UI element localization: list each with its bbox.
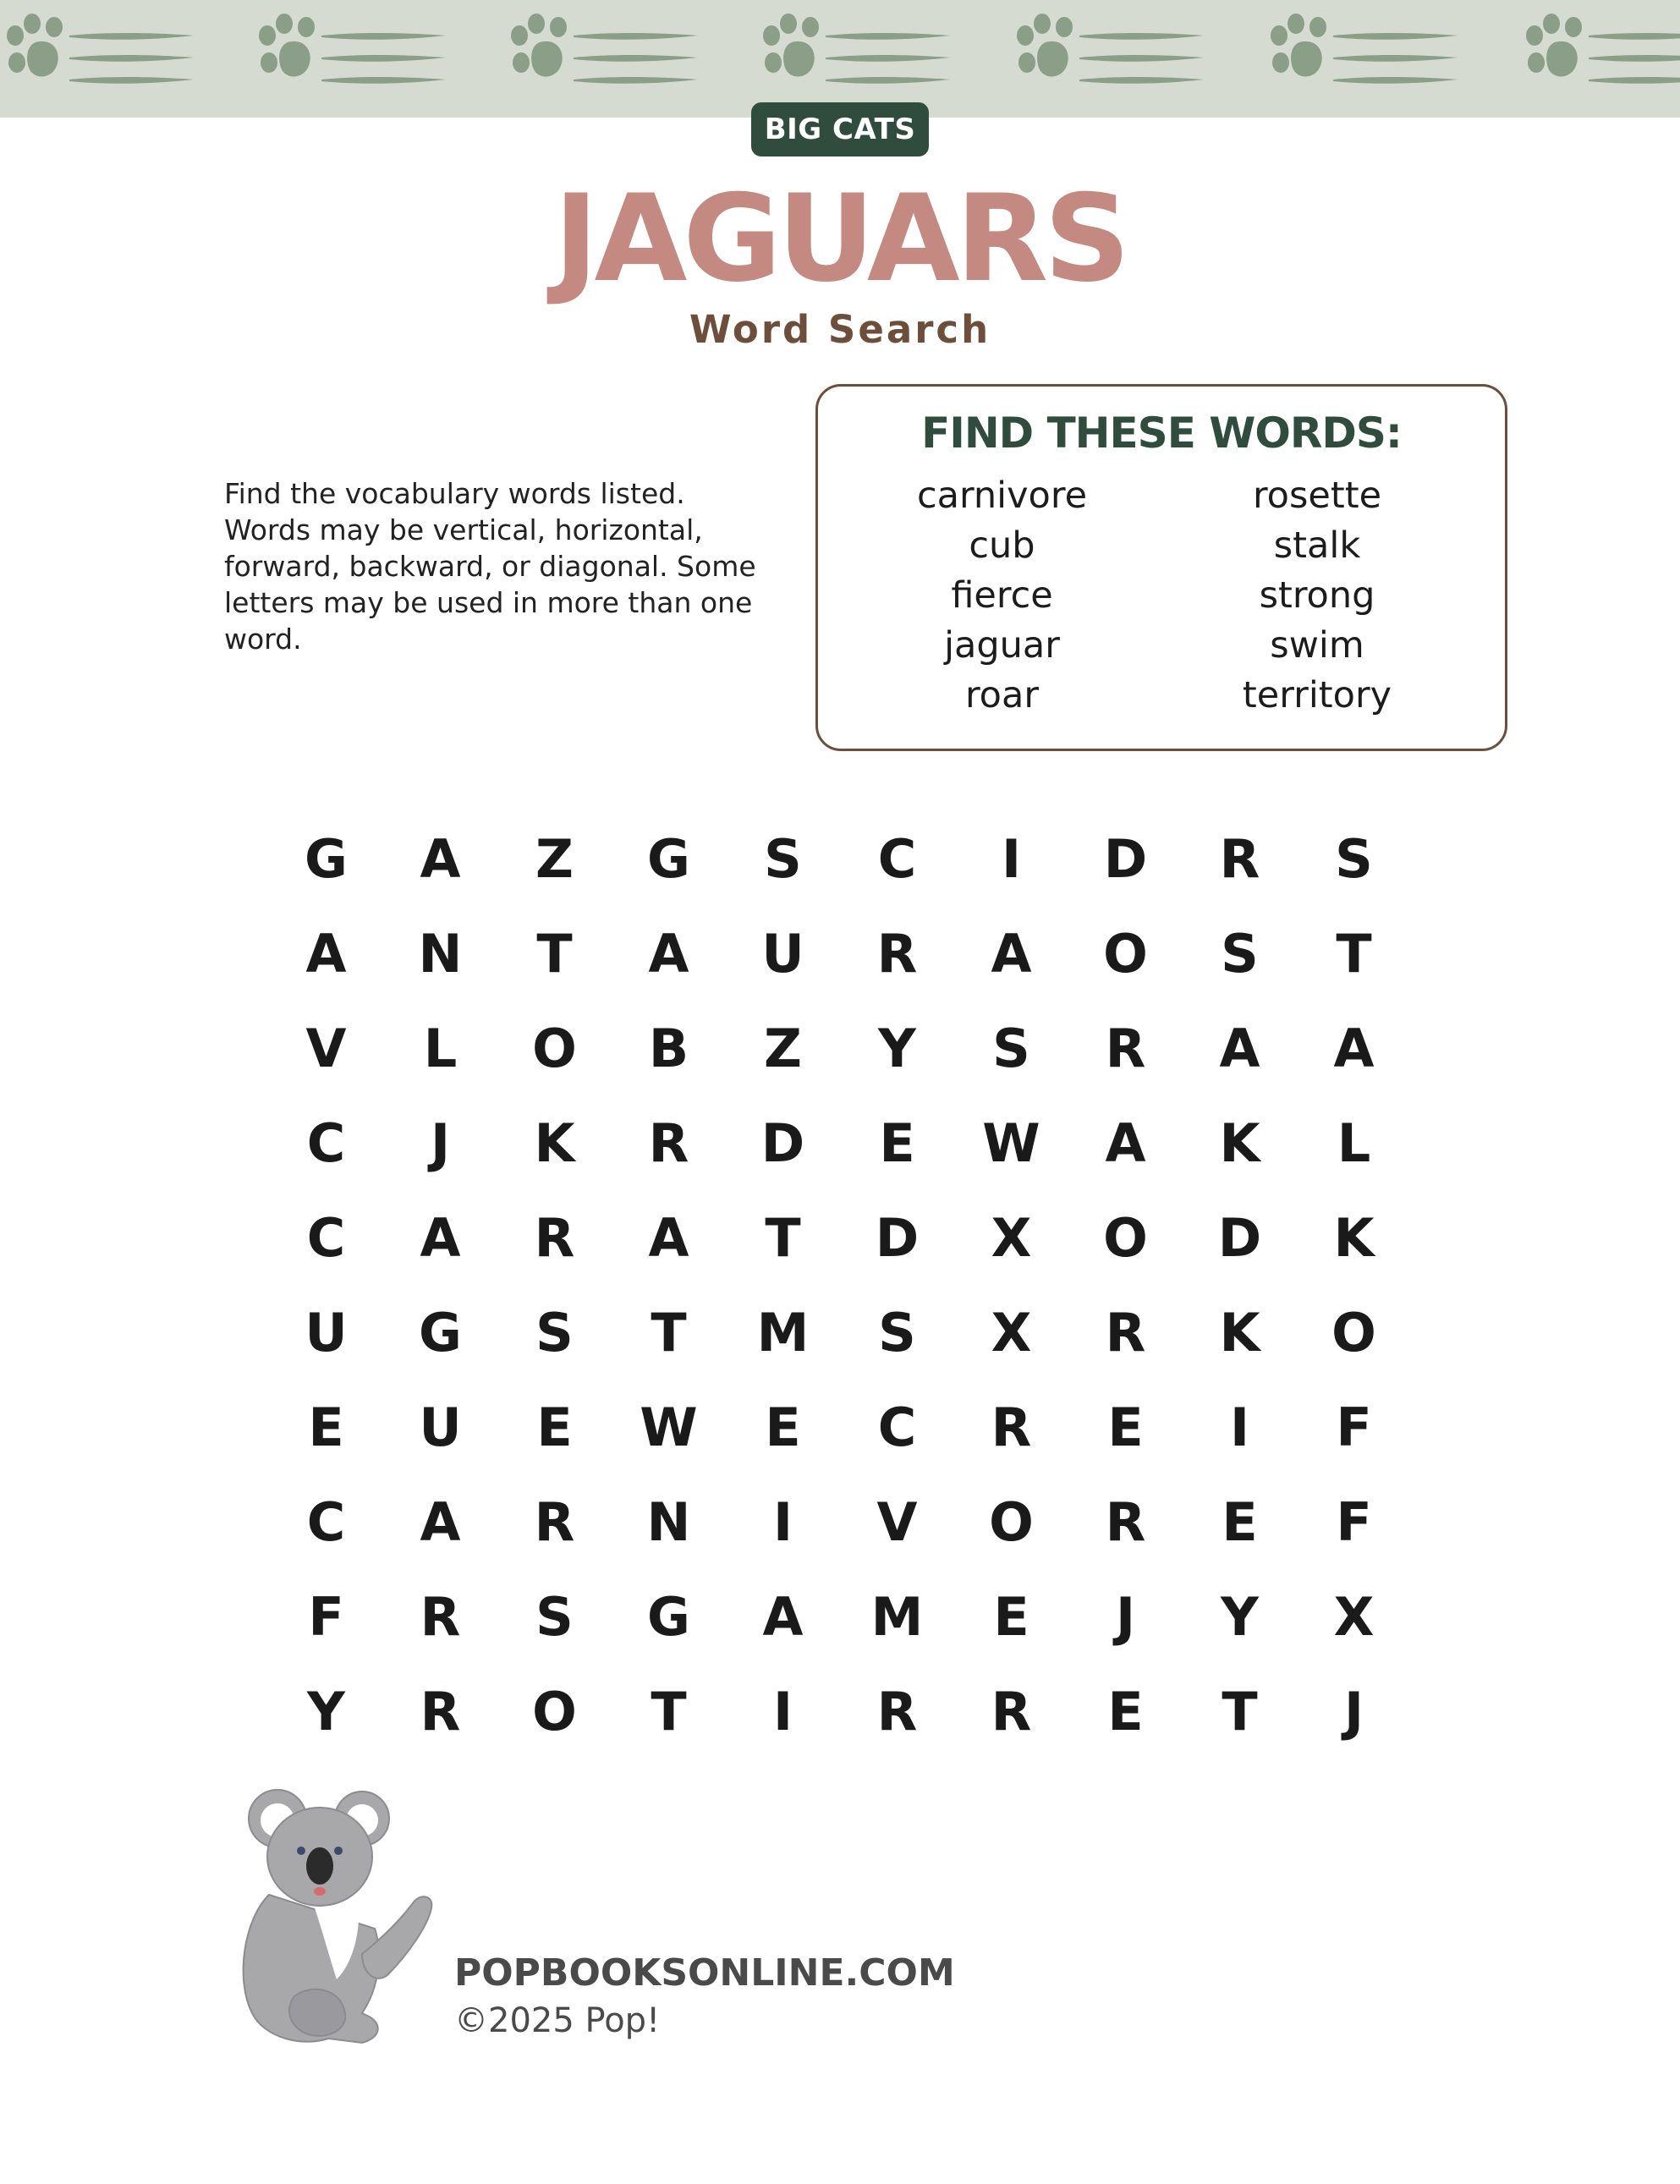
grid-letter[interactable]: I xyxy=(772,1491,793,1553)
grid-letter[interactable]: S xyxy=(992,1018,1030,1079)
grid-letter[interactable]: E xyxy=(536,1397,573,1458)
grid-letter[interactable]: R xyxy=(991,1397,1032,1458)
grid-letter[interactable]: S xyxy=(535,1586,574,1648)
grid-letter[interactable]: A xyxy=(420,1207,461,1269)
grid-row xyxy=(269,1096,1411,1191)
grid-letter[interactable]: R xyxy=(534,1207,575,1269)
grid-letter[interactable]: C xyxy=(877,828,917,890)
grid-letter[interactable]: J xyxy=(1115,1586,1136,1648)
grid-letter[interactable]: I xyxy=(772,1681,793,1742)
grid-row xyxy=(269,907,1411,1001)
grid-letter[interactable]: M xyxy=(870,1586,924,1648)
grid-letter[interactable]: G xyxy=(305,828,348,890)
grid-letter[interactable]: K xyxy=(1333,1207,1375,1269)
grid-row xyxy=(269,812,1411,907)
grid-letter[interactable]: S xyxy=(535,1302,574,1364)
grid-letter[interactable]: B xyxy=(648,1018,689,1079)
word-list-item: cub xyxy=(969,524,1035,567)
grid-letter[interactable]: X xyxy=(991,1302,1032,1364)
word-list-left-column xyxy=(818,471,1186,721)
grid-letter[interactable]: A xyxy=(1219,1018,1260,1079)
grid-letter[interactable]: A xyxy=(1105,1112,1146,1174)
grid-letter[interactable]: C xyxy=(306,1112,346,1174)
page-subtitle: Word Search xyxy=(689,307,991,352)
grid-letter[interactable]: W xyxy=(982,1112,1040,1174)
grid-letter[interactable]: O xyxy=(532,1018,577,1079)
grid-letter[interactable]: E xyxy=(1222,1491,1258,1553)
grid-letter[interactable]: D xyxy=(1217,1207,1262,1269)
grid-letter[interactable]: O xyxy=(1103,1207,1148,1269)
website-link[interactable]: POPBOOKSONLINE.COM xyxy=(454,1951,955,1995)
grid-letter[interactable]: Y xyxy=(1221,1586,1259,1648)
grid-letter[interactable]: G xyxy=(419,1302,462,1364)
grid-letter[interactable]: R xyxy=(1105,1302,1146,1364)
word-search-grid xyxy=(269,812,1411,1759)
grid-letter[interactable]: J xyxy=(430,1112,451,1174)
grid-letter[interactable]: E xyxy=(879,1112,915,1174)
grid-letter[interactable]: T xyxy=(765,1207,801,1269)
grid-letter[interactable]: E xyxy=(1107,1397,1144,1458)
grid-row xyxy=(269,1570,1411,1665)
grid-letter[interactable]: R xyxy=(876,1681,918,1742)
grid-row xyxy=(269,1191,1411,1286)
grid-letter[interactable]: K xyxy=(534,1112,575,1174)
grid-letter[interactable]: O xyxy=(1103,923,1148,985)
grid-letter[interactable]: N xyxy=(646,1491,691,1553)
grid-letter[interactable]: U xyxy=(761,923,804,985)
grid-letter[interactable]: S xyxy=(878,1302,916,1364)
grid-letter[interactable]: W xyxy=(640,1397,698,1458)
grid-letter[interactable]: F xyxy=(308,1586,344,1648)
koala-icon xyxy=(235,1785,464,2055)
grid-letter[interactable]: G xyxy=(647,828,690,890)
grid-letter[interactable]: J xyxy=(1343,1681,1364,1742)
grid-letter[interactable]: E xyxy=(765,1397,801,1458)
grid-letter[interactable]: T xyxy=(651,1302,687,1364)
grid-letter[interactable]: U xyxy=(305,1302,348,1364)
grid-letter[interactable]: N xyxy=(418,923,463,985)
grid-letter[interactable]: C xyxy=(877,1397,917,1458)
grid-letter[interactable]: S xyxy=(1221,923,1259,985)
grid-letter[interactable]: E xyxy=(1107,1681,1144,1742)
word-list-item: fierce xyxy=(951,574,1053,617)
grid-letter[interactable]: A xyxy=(762,1586,804,1648)
grid-row xyxy=(269,1665,1411,1759)
grid-letter[interactable]: I xyxy=(1229,1397,1250,1458)
grid-letter[interactable]: T xyxy=(536,923,573,985)
grid-letter[interactable]: D xyxy=(1103,828,1148,890)
grid-row xyxy=(269,1475,1411,1570)
grid-letter[interactable]: U xyxy=(419,1397,462,1458)
grid-letter[interactable]: R xyxy=(876,923,918,985)
grid-letter[interactable]: V xyxy=(876,1491,918,1553)
grid-row xyxy=(269,1286,1411,1380)
grid-letter[interactable]: D xyxy=(760,1112,805,1174)
grid-letter[interactable]: K xyxy=(1219,1302,1260,1364)
grid-letter[interactable]: O xyxy=(532,1681,577,1742)
grid-letter[interactable]: A xyxy=(420,828,461,890)
grid-letter[interactable]: L xyxy=(1337,1112,1371,1174)
grid-letter[interactable]: E xyxy=(308,1397,344,1458)
grid-letter[interactable]: A xyxy=(648,923,689,985)
paw-print-pattern-icon xyxy=(0,0,1680,118)
grid-letter[interactable]: O xyxy=(989,1491,1034,1553)
grid-letter[interactable]: E xyxy=(993,1586,1029,1648)
word-list-heading: FIND THESE WORDS: xyxy=(921,409,1402,458)
grid-row xyxy=(269,1380,1411,1475)
grid-letter[interactable]: R xyxy=(534,1491,575,1553)
word-list-box xyxy=(815,384,1507,751)
grid-letter[interactable]: L xyxy=(423,1018,458,1079)
word-list-item: rosette xyxy=(1252,475,1382,517)
grid-letter[interactable]: K xyxy=(1219,1112,1260,1174)
word-list-item: carnivore xyxy=(916,475,1088,517)
word-list-right-column xyxy=(1148,471,1486,721)
grid-letter[interactable]: I xyxy=(1001,828,1022,890)
grid-letter[interactable]: C xyxy=(306,1207,346,1269)
grid-letter[interactable]: R xyxy=(1219,828,1260,890)
grid-letter[interactable]: S xyxy=(764,828,802,890)
word-list-item: roar xyxy=(964,674,1040,716)
grid-letter[interactable]: Y xyxy=(878,1018,916,1079)
grid-letter[interactable]: R xyxy=(420,1586,461,1648)
grid-letter[interactable]: Z xyxy=(764,1018,802,1079)
grid-letter[interactable]: A xyxy=(420,1491,461,1553)
grid-row xyxy=(269,1001,1411,1096)
word-list-item: strong xyxy=(1259,574,1375,617)
word-list-item: stalk xyxy=(1273,524,1361,567)
grid-letter[interactable]: T xyxy=(651,1681,687,1742)
grid-letter[interactable]: S xyxy=(1335,828,1373,890)
grid-letter[interactable]: R xyxy=(1105,1018,1146,1079)
grid-letter[interactable]: T xyxy=(1336,923,1372,985)
grid-letter[interactable]: R xyxy=(420,1681,461,1742)
grid-letter[interactable]: R xyxy=(1105,1491,1146,1553)
grid-letter[interactable]: R xyxy=(648,1112,689,1174)
word-list-item: jaguar xyxy=(944,624,1060,667)
grid-letter[interactable]: A xyxy=(305,923,347,985)
copyright-text: ©2025 Pop! xyxy=(454,2001,661,2040)
grid-letter[interactable]: X xyxy=(1333,1586,1375,1648)
word-list-item: swim xyxy=(1270,624,1364,667)
grid-letter[interactable]: V xyxy=(305,1018,347,1079)
grid-letter[interactable]: M xyxy=(756,1302,810,1364)
word-list-item: territory xyxy=(1242,674,1392,716)
grid-letter[interactable]: A xyxy=(648,1207,689,1269)
grid-letter[interactable]: A xyxy=(1333,1018,1375,1079)
grid-letter[interactable]: R xyxy=(991,1681,1032,1742)
instructions-text: Find the vocabulary words listed. Words may be vertical, horizontal, forward, backward, or diagonal. Some letters may be used in more than one word. xyxy=(224,477,756,656)
page-title: JAGUARS xyxy=(553,169,1127,309)
grid-letter[interactable]: Y xyxy=(307,1681,345,1742)
grid-letter[interactable]: F xyxy=(1336,1397,1372,1458)
top-banner xyxy=(0,0,1680,118)
grid-letter[interactable]: O xyxy=(1331,1302,1376,1364)
grid-letter[interactable]: D xyxy=(875,1207,920,1269)
grid-letter[interactable]: F xyxy=(1336,1491,1372,1553)
grid-letter[interactable]: T xyxy=(1222,1681,1258,1742)
category-badge: BIG CATS xyxy=(751,102,929,156)
grid-letter[interactable]: G xyxy=(647,1586,690,1648)
grid-letter[interactable]: C xyxy=(306,1491,346,1553)
grid-letter[interactable]: A xyxy=(991,923,1032,985)
grid-letter[interactable]: X xyxy=(991,1207,1032,1269)
grid-letter[interactable]: Z xyxy=(535,828,574,890)
